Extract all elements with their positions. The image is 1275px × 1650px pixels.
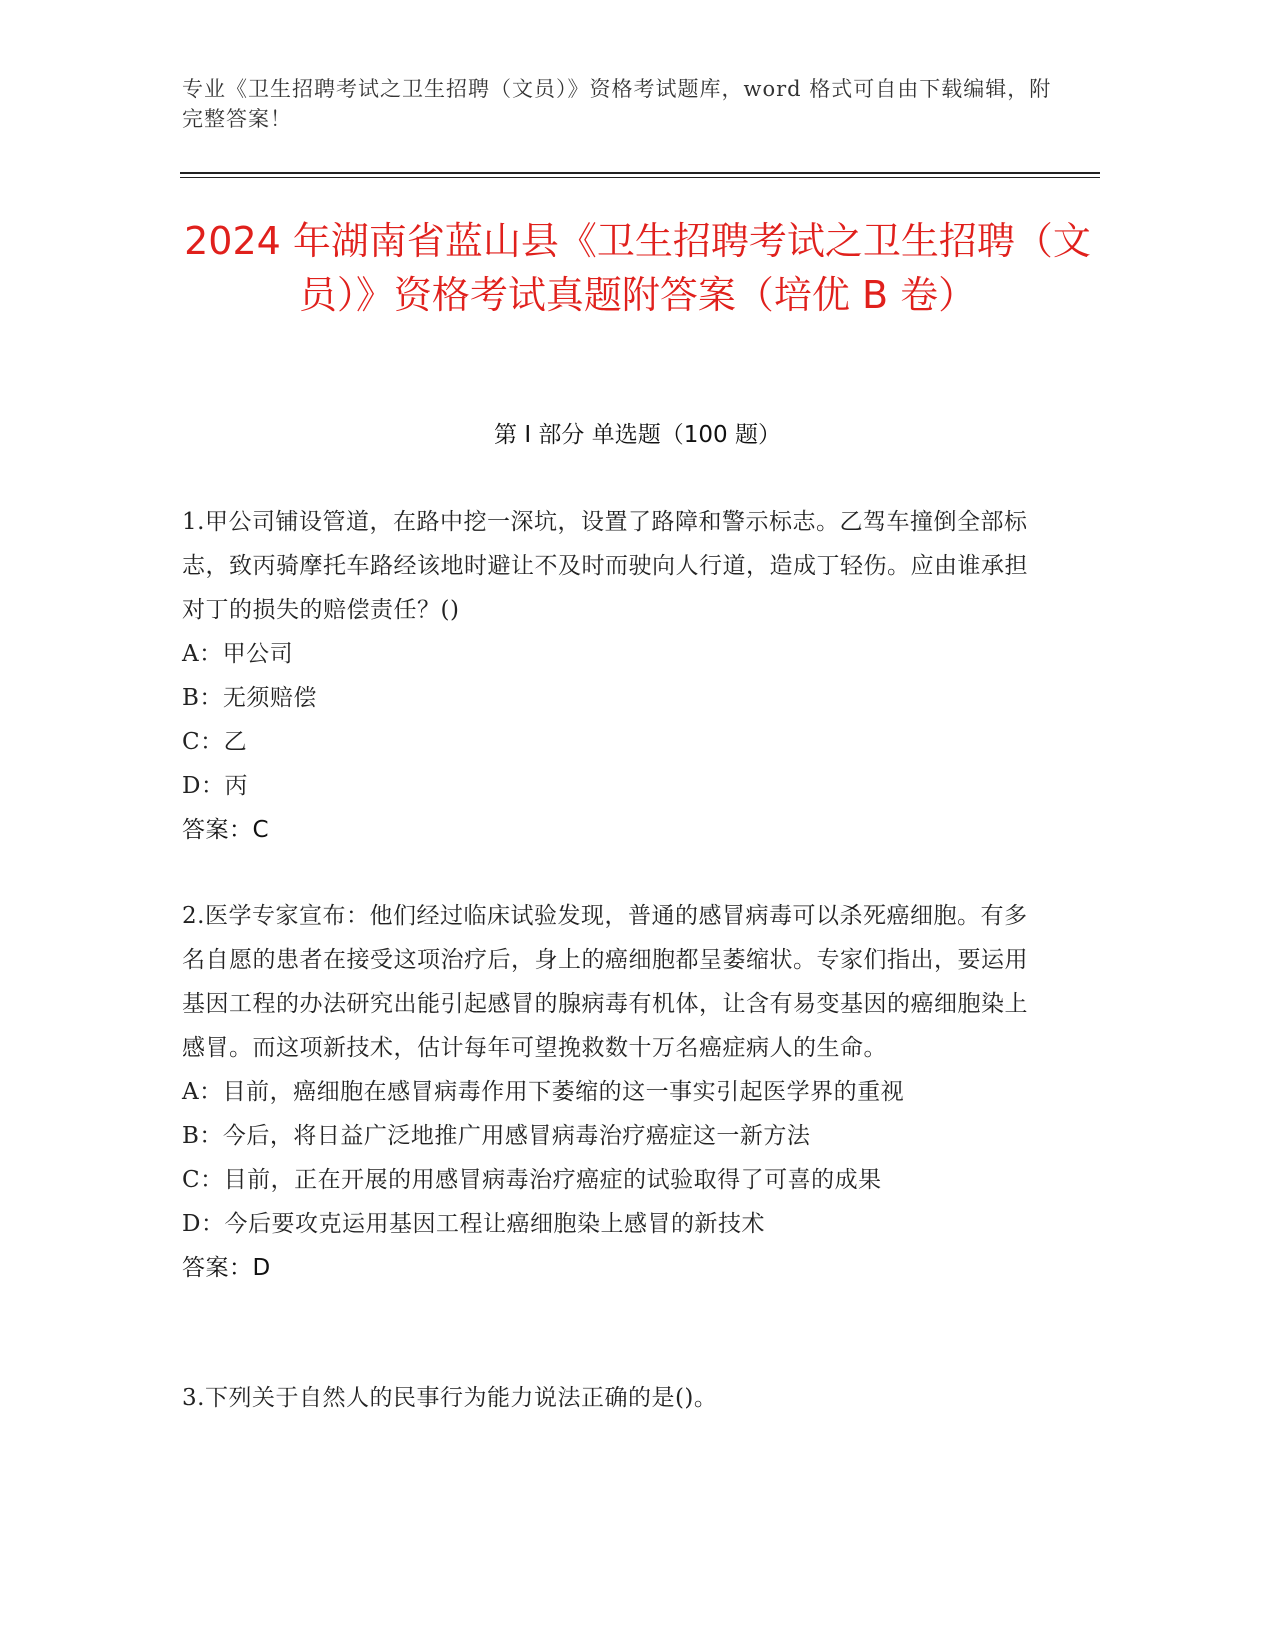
question-stem: 2.医学专家宣布：他们经过临床试验发现，普通的感冒病毒可以杀死癌细胞。有多名自愿的患者在接受这项治疗后，身上的癌细胞都呈萎缩状。专家们指出，要运用基因工程的办法研究出能引起感冒的腺病毒有机体，让含有易变基因的癌细胞染上感冒。而这项新技术，估计每年可望挽救数十万名癌症病人的生命。 — [182, 903, 1028, 1061]
header-note: 专业《卫生招聘考试之卫生招聘（文员）》资格考试题库，word 格式可自由下载编辑，附完整答案！ — [182, 77, 1052, 131]
question-2 — [182, 894, 1032, 1290]
option-b: B：今后，将日益广泛地推广用感冒病毒治疗癌症这一新方法 — [182, 1123, 811, 1149]
question-1 — [182, 500, 1032, 852]
option-a: A：甲公司 — [182, 641, 294, 667]
option-c: C：目前，正在开展的用感冒病毒治疗癌症的试验取得了可喜的成果 — [182, 1167, 882, 1193]
header-divider-thin — [180, 177, 1100, 178]
document-title: 2024 年湖南省蓝山县《卫生招聘考试之卫生招聘（文员）》资格考试真题附答案（培优 B 卷） — [184, 219, 1091, 317]
option-c: C：乙 — [182, 729, 248, 755]
question-stem: 1.甲公司铺设管道，在路中挖一深坑，设置了路障和警示标志。乙驾车撞倒全部标志，致丙骑摩托车路经该地时避让不及时而驶向人行道，造成丁轻伤。应由谁承担对丁的损失的赔偿责任？() — [182, 509, 1028, 623]
section-heading: 第 I 部分 单选题（100 题） — [494, 422, 781, 448]
question-3 — [182, 1376, 1032, 1420]
option-d: D：今后要攻克运用基因工程让癌细胞染上感冒的新技术 — [182, 1211, 765, 1237]
answer-label: 答案：C — [182, 817, 270, 843]
option-a: A：目前，癌细胞在感冒病毒作用下萎缩的这一事实引起医学界的重视 — [182, 1079, 905, 1105]
option-b: B：无须赔偿 — [182, 685, 317, 711]
option-d: D：丙 — [182, 773, 248, 799]
answer-label: 答案：D — [182, 1255, 271, 1281]
header-divider-thick — [180, 172, 1100, 174]
question-stem: 3.下列关于自然人的民事行为能力说法正确的是()。 — [182, 1385, 718, 1411]
